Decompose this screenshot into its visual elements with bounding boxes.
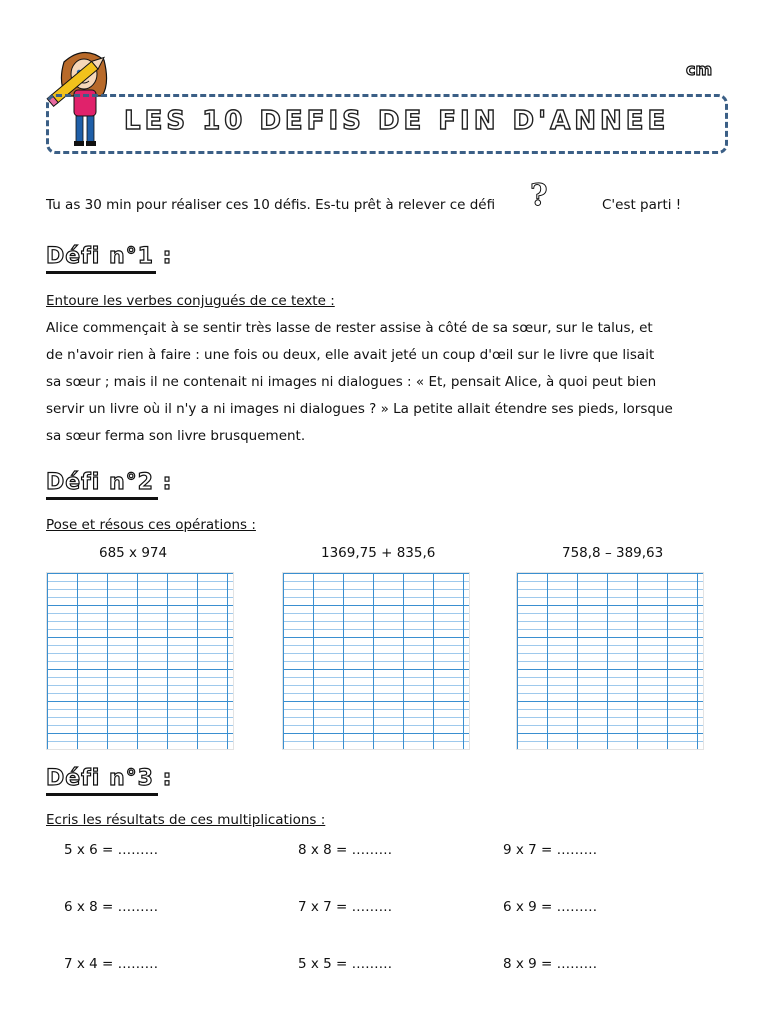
answer-grid-2[interactable] bbox=[282, 572, 470, 750]
level-badge: cm bbox=[686, 60, 713, 79]
page-title: LES 10 DEFIS DE FIN D'ANNEE bbox=[124, 106, 670, 136]
multiplication-item[interactable]: 6 x 9 = ……… bbox=[503, 899, 598, 915]
defi1-heading: Défi n°1 : bbox=[46, 244, 173, 269]
intro-text: Tu as 30 min pour réaliser ces 10 défis. Es-tu prêt à relever ce défi bbox=[46, 197, 496, 213]
answer-grid-3[interactable] bbox=[516, 572, 704, 750]
passage-line: Alice commençait à se sentir très lasse de rester assise à côté de sa sœur, sur le talus, et bbox=[46, 320, 653, 336]
multiplication-item[interactable]: 9 x 7 = ……… bbox=[503, 842, 598, 858]
passage-line: servir un livre où il n'y a ni images ni dialogues ? » La petite allait étendre ses pieds, lorsque bbox=[46, 401, 673, 417]
defi2-heading-underline bbox=[46, 497, 158, 500]
multiplication-item[interactable]: 5 x 5 = ……… bbox=[298, 956, 393, 972]
operation-1: 685 x 974 bbox=[99, 545, 168, 561]
multiplication-item[interactable]: 7 x 7 = ……… bbox=[298, 899, 393, 915]
multiplication-item[interactable]: 7 x 4 = ……… bbox=[64, 956, 159, 972]
passage-line: sa sœur ; mais il ne contenait ni images ni dialogues : « Et, pensait Alice, à quoi peut bien bbox=[46, 374, 657, 390]
multiplication-item[interactable]: 8 x 9 = ……… bbox=[503, 956, 598, 972]
defi2-heading: Défi n°2 : bbox=[46, 470, 173, 495]
defi3-heading-underline bbox=[46, 793, 158, 796]
answer-grid-1[interactable] bbox=[46, 572, 234, 750]
defi1-passage bbox=[46, 315, 736, 450]
passage-line: de n'avoir rien à faire : une fois ou deux, elle avait jeté un coup d'œil sur le livre que lisait bbox=[46, 347, 655, 363]
multiplication-item[interactable]: 5 x 6 = ……… bbox=[64, 842, 159, 858]
defi1-heading-underline bbox=[46, 271, 156, 274]
defi1-instruction: Entoure les verbes conjugués de ce texte : bbox=[46, 293, 335, 309]
defi2-instruction: Pose et résous ces opérations : bbox=[46, 517, 256, 533]
intro-cest-parti: C'est parti ! bbox=[602, 197, 682, 213]
question-mark-icon: ? bbox=[530, 178, 548, 213]
defi3-instruction: Ecris les résultats de ces multiplications : bbox=[46, 812, 326, 828]
multiplication-item[interactable]: 8 x 8 = ……… bbox=[298, 842, 393, 858]
multiplication-item[interactable]: 6 x 8 = ……… bbox=[64, 899, 159, 915]
operation-2: 1369,75 + 835,6 bbox=[321, 545, 436, 561]
defi3-heading: Défi n°3 : bbox=[46, 766, 173, 791]
operation-3: 758,8 – 389,63 bbox=[562, 545, 664, 561]
passage-line: sa sœur ferma son livre brusquement. bbox=[46, 428, 306, 444]
